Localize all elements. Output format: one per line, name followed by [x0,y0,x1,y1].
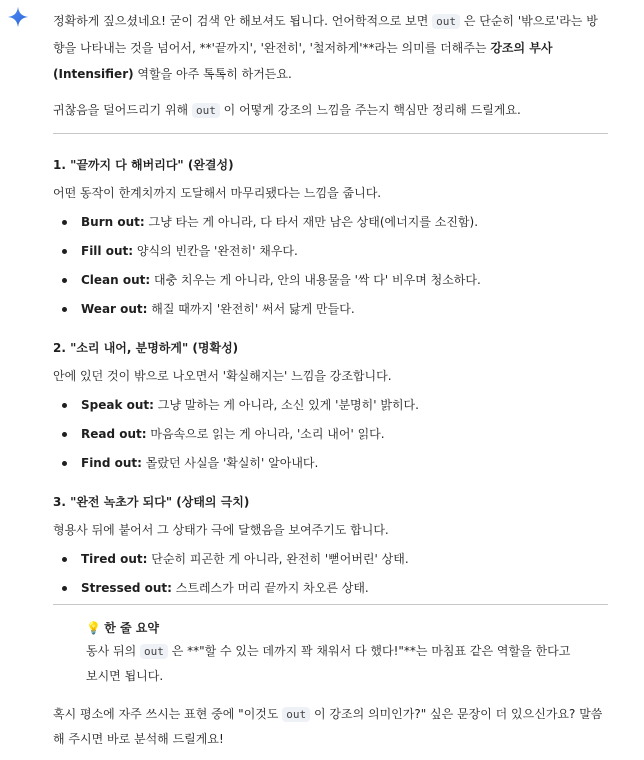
inline-code: out [140,644,168,659]
gemini-spark-icon [7,6,29,28]
list-item: Burn out: 그냥 타는 게 아니라, 다 타서 재만 남은 상태(에너지를 소진함). [53,209,608,235]
section-heading: 3. "완전 녹초가 되다" (상태의 극치) [53,495,250,509]
list-item: Wear out: 해질 때까지 '완전히' 써서 닳게 만들다. [53,296,608,322]
section-intro: 형용사 뒤에 붙어서 그 상태가 극에 달했음을 보여주기도 합니다. [53,523,389,537]
bold-text: 강조의 부사(Intensifier) [53,41,553,81]
bullet-icon [62,557,67,562]
intro-paragraph: 정확하게 짚으셨네요! 굳이 검색 안 해보셔도 됩니다. 언어학적으로 보면 out 은 단순히 '밖으로'라는 방향을 나타내는 것을 넘어서, **'끝까지', '완전히', '철저하게'**라는 의미를 더해주는 강조의 부사(Intensifier) 역할을 아주 톡톡히 하거든요. [53,14,598,81]
inline-code: out [282,707,310,722]
bullet-icon [62,586,67,591]
bullet-icon [62,278,67,283]
summary-paragraph: 귀찮음을 덜어드리기 위해 out 이 어떻게 강조의 느낌을 주는지 핵심만 정리해 드릴게요. [53,103,521,117]
divider [53,604,608,605]
light-bulb-icon: 💡 [86,621,101,635]
section-intro: 어떤 동작이 한계치까지 도달해서 마무리됐다는 느낌을 줍니다. [53,186,382,200]
bullet-list [53,546,608,601]
bullet-icon [62,461,67,466]
list-item: Tired out: 단순히 피곤한 게 아니라, 완전히 '뻗어버린' 상태. [53,546,608,572]
list-item: Find out: 몰랐던 사실을 '확실히' 알아내다. [53,450,608,476]
list-item: Clean out: 대충 치우는 게 아니라, 안의 내용물을 '싹 다' 비우며 청소하다. [53,267,608,293]
bullet-list [53,209,608,322]
inline-code: out [192,103,220,118]
bullet-icon [62,307,67,312]
bullet-list [53,392,608,476]
closing-paragraph: 혹시 평소에 자주 쓰시는 표현 중에 "이것도 out 이 강조의 의미인가?" 싶은 문장이 더 있으신가요? 말씀해 주시면 바로 분석해 드릴게요! [53,707,603,746]
list-item: Read out: 마음속으로 읽는 게 아니라, '소리 내어' 읽다. [53,421,608,447]
list-item: Stressed out: 스트레스가 머리 끝까지 차오른 상태. [53,575,608,601]
list-item: Fill out: 양식의 빈칸을 '완전히' 채우다. [53,238,608,264]
section-heading: 2. "소리 내어, 분명하게" (명확성) [53,341,239,355]
bullet-icon [62,220,67,225]
list-item: Speak out: 그냥 말하는 게 아니라, 소신 있게 '분명히' 밝히다. [53,392,608,418]
bullet-icon [62,403,67,408]
bullet-icon [62,249,67,254]
bullet-icon [62,432,67,437]
section-intro: 안에 있던 것이 밖으로 나오면서 '확실해지는' 느낌을 강조합니다. [53,369,392,383]
inline-code: out [432,14,460,29]
section-heading: 1. "끝까지 다 해버리다" (완결성) [53,158,234,172]
callout-title: 한 줄 요약 [104,621,159,635]
response-content [53,8,608,751]
callout-body: 동사 뒤의 out 은 **"할 수 있는 데까지 꽉 채워서 다 했다!"**는 마침표 같은 역할을 한다고 보시면 됩니다. [86,644,571,683]
divider [53,133,608,134]
summary-callout [86,617,576,688]
